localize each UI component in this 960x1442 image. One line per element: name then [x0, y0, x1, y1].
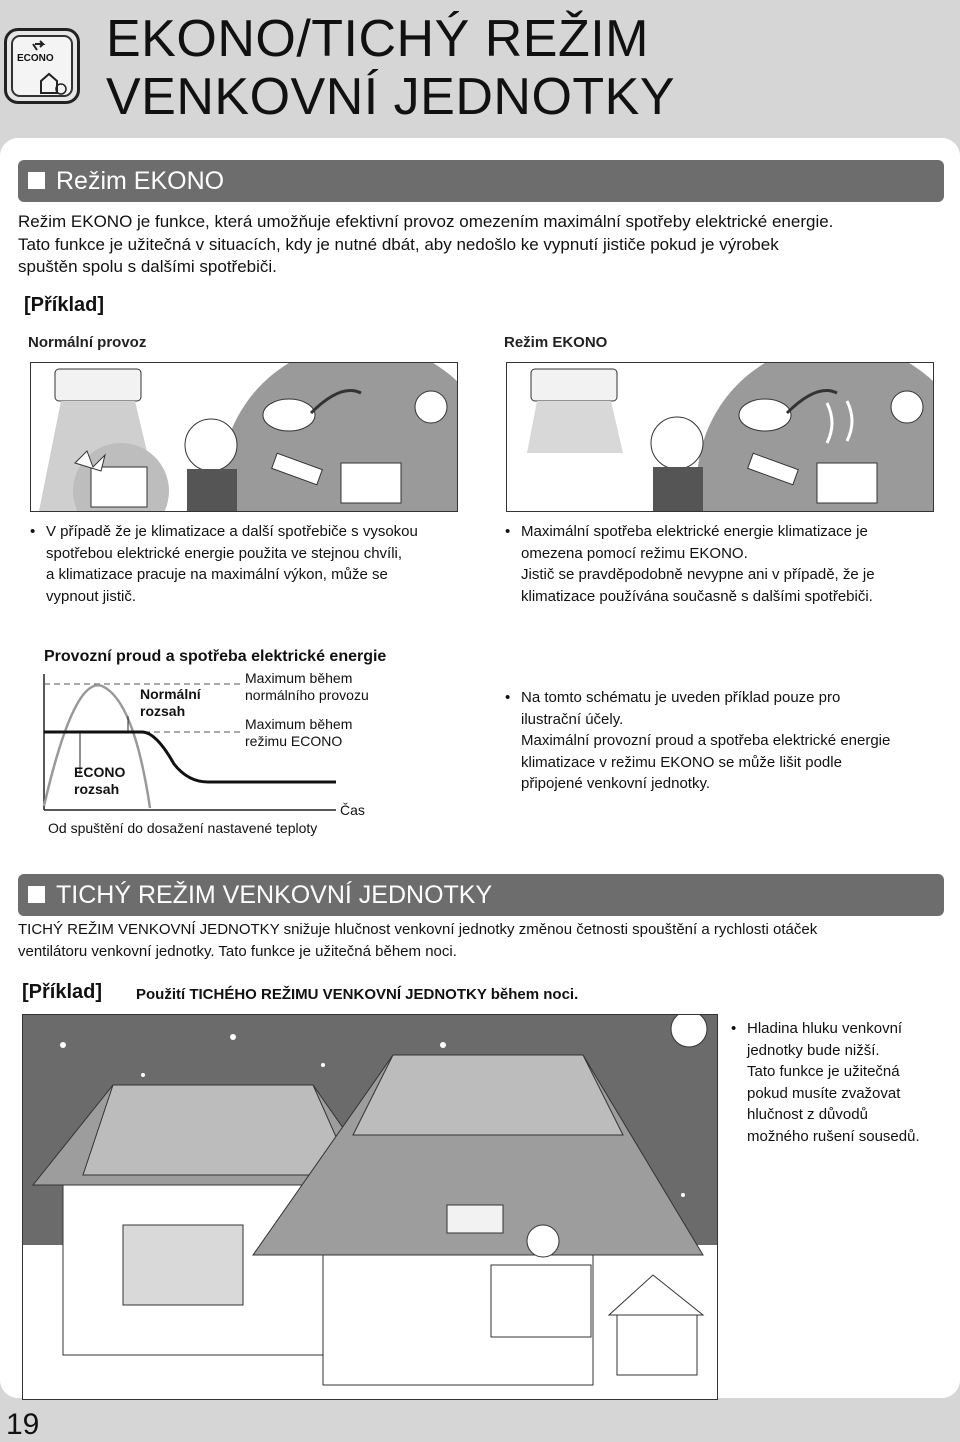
graph-note-line: Maximální provozní proud a spotřeba elektrické energie — [521, 732, 891, 749]
quiet-heading-text: TICHÝ REŽIM VENKOVNÍ JEDNOTKY — [56, 881, 493, 909]
graph-note — [505, 687, 890, 795]
max-econo-line: Maximum během — [245, 716, 353, 732]
econo-note-line: klimatizace používána současně s dalšími spotřebiči. — [521, 587, 873, 605]
econo-note-line: omezena pomocí režimu EKONO. — [521, 544, 748, 562]
econo-scene-graphic — [507, 363, 933, 511]
graph-note-line: ilustrační účely. — [521, 710, 624, 728]
max-normal-line: Maximum během — [245, 670, 353, 686]
square-bullet-icon — [28, 172, 45, 189]
quiet-note-line: hlučnost z důvodů — [747, 1106, 868, 1123]
econo-note-line: Jistič se pravděpodobně nevypne ani v případě, že je — [521, 566, 875, 583]
econo-mode-icon — [4, 28, 80, 104]
econo-mode-illustration — [506, 362, 934, 512]
time-label: Čas — [340, 802, 365, 818]
normal-range-line: rozsah — [140, 703, 186, 719]
econo-intro-line3: spuštěn spolu s dalšími spotřebiči. — [18, 257, 277, 276]
quiet-section-heading — [18, 874, 944, 916]
normal-range-line: Normální — [140, 686, 201, 702]
econo-example-label: [Příklad] — [24, 294, 105, 316]
night-scene-graphic — [23, 1015, 717, 1399]
title-line-1: EKONO/TICHÝ REŽIM — [106, 10, 649, 68]
graph-note-line: Na tomto schématu je uveden příklad pouze pro — [521, 689, 841, 706]
max-normal-label — [245, 670, 369, 704]
econo-heading-text: Režim EKONO — [56, 167, 225, 195]
max-econo-line: režimu ECONO — [245, 733, 343, 749]
econo-intro-line2: Tato funkce je užitečná v situacích, kdy je nutné dbát, aby nedošlo ke vypnutí jističe pokud je výrobek — [18, 235, 779, 254]
quiet-example-caption: Použití TICHÉHO REŽIMU VENKOVNÍ JEDNOTKY během noci. — [136, 986, 579, 1003]
econo-note-line: Maximální spotřeba elektrické energie klimatizace je — [521, 523, 868, 540]
econo-range-line: rozsah — [74, 781, 120, 797]
econo-range-line: ECONO — [74, 764, 126, 780]
normal-note-line: V případě že je klimatizace a další spotřebiče s vysokou — [46, 523, 418, 540]
graph-note-line: připojené venkovní jednotky. — [521, 775, 711, 792]
quiet-note-line: jednotky bude nižší. — [747, 1041, 880, 1059]
title-line-2: VENKOVNÍ JEDNOTKY — [106, 68, 676, 126]
normal-range-label — [140, 686, 201, 720]
night-scene-illustration — [22, 1014, 718, 1400]
max-econo-label — [245, 716, 352, 750]
max-normal-line: normálního provozu — [245, 687, 369, 703]
econo-range-label — [74, 764, 125, 798]
normal-note — [30, 521, 418, 607]
econo-caption: Režim EKONO — [504, 334, 608, 351]
house-icon — [7, 31, 83, 107]
x-axis-label: Od spuštění do dosažení nastavené teploty — [48, 820, 318, 836]
normal-operation-illustration — [30, 362, 458, 512]
badge-label: ECONO — [17, 53, 54, 64]
normal-caption: Normální provoz — [28, 334, 147, 351]
quiet-note-line: Tato funkce je užitečná — [747, 1063, 900, 1080]
page-number: 19 — [6, 1408, 40, 1441]
quiet-note-line: pokud musíte zvažovat — [747, 1084, 901, 1102]
econo-section-heading — [18, 160, 944, 202]
econo-note — [505, 521, 875, 607]
quiet-intro-line2: ventilátoru venkovní jednotky. Tato funkce je užitečná během noci. — [18, 943, 457, 960]
quiet-note-line: možného rušení sousedů. — [747, 1127, 920, 1145]
graph-note-line: klimatizace v režimu EKONO se může lišit podle — [521, 753, 842, 771]
quiet-example-label: [Příklad] — [22, 981, 103, 1003]
normal-note-line: vypnout jistič. — [46, 587, 137, 605]
square-bullet-icon — [28, 886, 45, 903]
page-title — [106, 10, 675, 126]
normal-note-line: spotřebou elektrické energie použita ve stejnou chvíli, — [46, 544, 403, 562]
graph-title: Provozní proud a spotřeba elektrické energie — [44, 648, 387, 665]
econo-intro-line1: Režim EKONO je funkce, která umožňuje efektivní provoz omezením maximální spotřeby elektrické energie. — [18, 212, 834, 231]
normal-note-line: a klimatizace pracuje na maximální výkon, může se — [46, 566, 388, 583]
quiet-note-line: Hladina hluku venkovní — [747, 1020, 903, 1037]
quiet-note — [731, 1018, 920, 1147]
quiet-intro-line1: TICHÝ REŽIM VENKOVNÍ JEDNOTKY snižuje hlučnost venkovní jednotky změnou četnosti spouštění a rychlosti otáček — [18, 921, 818, 938]
normal-scene-graphic — [31, 363, 457, 511]
